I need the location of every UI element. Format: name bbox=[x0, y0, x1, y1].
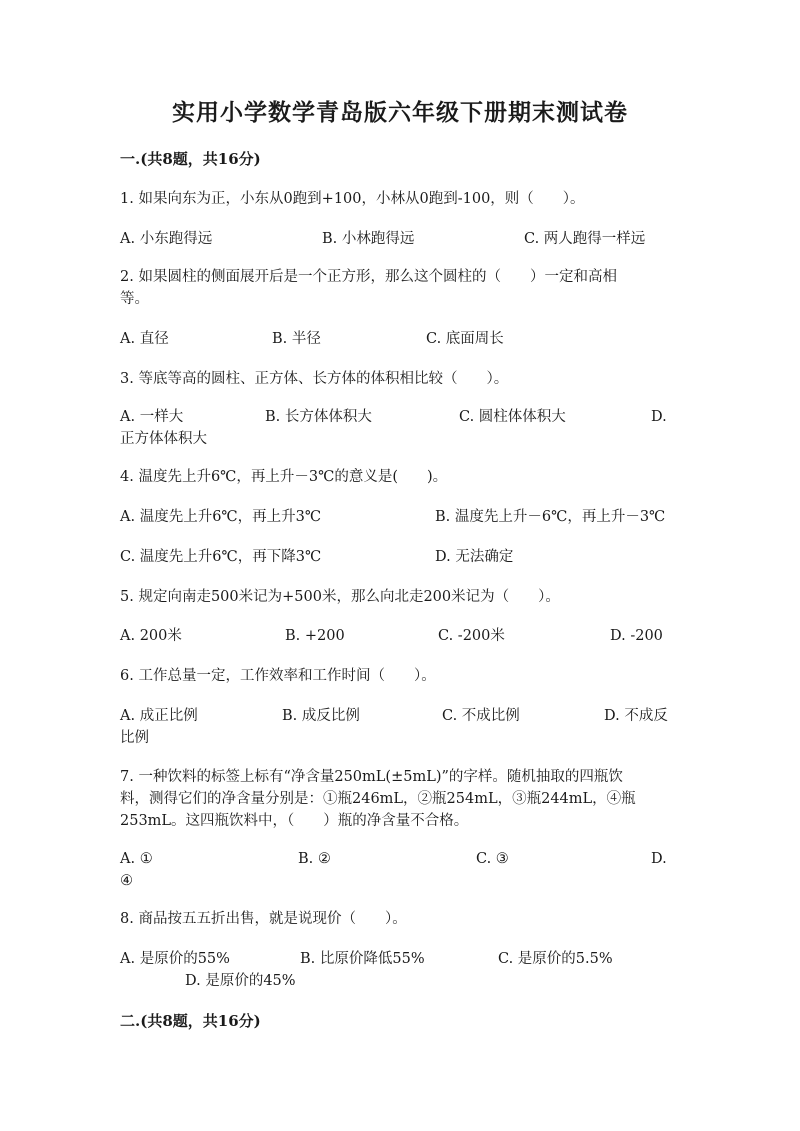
q7-option-a: A. ① bbox=[120, 851, 153, 867]
q5-option-c: C. -200米 bbox=[438, 628, 505, 644]
q7-option-d: D. bbox=[651, 851, 667, 867]
q5-option-a: A. 200米 bbox=[120, 628, 182, 644]
q6-option-b: B. 成反比例 bbox=[282, 708, 360, 724]
q3-option-b: B. 长方体体积大 bbox=[265, 409, 372, 425]
q8-option-c: C. 是原价的5.5% bbox=[498, 951, 613, 967]
section-heading-2: 二.(共8题，共16分) bbox=[120, 1012, 261, 1030]
q1-option-b: B. 小林跑得远 bbox=[322, 231, 415, 247]
q6-option-c: C. 不成比例 bbox=[442, 708, 520, 724]
q3-option-a: A. 一样大 bbox=[120, 409, 184, 425]
q3-option-d-text: 正方体体积大 bbox=[120, 431, 207, 447]
question-7-line-3: 253mL。这四瓶饮料中，（ ）瓶的净含量不合格。 bbox=[120, 813, 469, 829]
q1-option-a: A. 小东跑得远 bbox=[120, 231, 213, 247]
q2-option-b: B. 半径 bbox=[272, 331, 321, 347]
question-7-line-1: 7. 一种饮料的标签上标有“净含量250mL(±5mL)”的字样。随机抽取的四瓶饮 bbox=[120, 769, 623, 785]
q1-option-c: C. 两人跑得一样远 bbox=[524, 231, 646, 247]
q4-option-b: B. 温度先上升－6℃，再上升－3℃ bbox=[435, 509, 666, 525]
q6-option-d-continued: 比例 bbox=[120, 730, 149, 746]
question-2-line-1: 2. 如果圆柱的侧面展开后是一个正方形，那么这个圆柱的（ ）一定和高相 bbox=[120, 269, 617, 285]
q5-option-d: D. -200 bbox=[610, 628, 663, 644]
q4-option-a: A. 温度先上升6℃，再上升3℃ bbox=[120, 509, 322, 525]
question-7-line-2: 料，测得它们的净含量分别是：①瓶246mL，②瓶254mL，③瓶244mL，④瓶 bbox=[120, 791, 636, 807]
question-1: 1. 如果向东为正，小东从0跑到+100，小林从0跑到-100，则（ ）。 bbox=[120, 191, 585, 207]
question-3: 3. 等底等高的圆柱、正方体、长方体的体积相比较（ ）。 bbox=[120, 371, 509, 387]
q8-option-d: D. 是原价的45% bbox=[185, 973, 296, 989]
question-5: 5. 规定向南走500米记为+500米，那么向北走200米记为（ ）。 bbox=[120, 589, 560, 605]
q6-option-a: A. 成正比例 bbox=[120, 708, 198, 724]
q7-option-b: B. ② bbox=[298, 851, 331, 867]
q2-option-c: C. 底面周长 bbox=[426, 331, 504, 347]
question-2-line-2: 等。 bbox=[120, 291, 149, 307]
q7-option-c: C. ③ bbox=[476, 851, 509, 867]
q5-option-b: B. +200 bbox=[285, 628, 345, 644]
question-8: 8. 商品按五五折出售，就是说现价（ ）。 bbox=[120, 911, 407, 927]
page-title: 实用小学数学青岛版六年级下册期末测试卷 bbox=[172, 99, 628, 126]
q4-option-d: D. 无法确定 bbox=[435, 549, 514, 565]
section-heading-1: 一.(共8题，共16分) bbox=[120, 150, 261, 168]
q7-option-d-text: ④ bbox=[120, 873, 133, 889]
q3-option-d: D. bbox=[651, 409, 667, 425]
question-4: 4. 温度先上升6℃，再上升－3℃的意义是( )。 bbox=[120, 469, 448, 485]
q8-option-a: A. 是原价的55% bbox=[120, 951, 230, 967]
q2-option-a: A. 直径 bbox=[120, 331, 169, 347]
question-6: 6. 工作总量一定，工作效率和工作时间（ ）。 bbox=[120, 668, 436, 684]
q8-option-b: B. 比原价降低55% bbox=[300, 951, 425, 967]
q6-option-d: D. 不成反 bbox=[604, 708, 668, 724]
q4-option-c: C. 温度先上升6℃，再下降3℃ bbox=[120, 549, 322, 565]
q3-option-c: C. 圆柱体体积大 bbox=[459, 409, 566, 425]
